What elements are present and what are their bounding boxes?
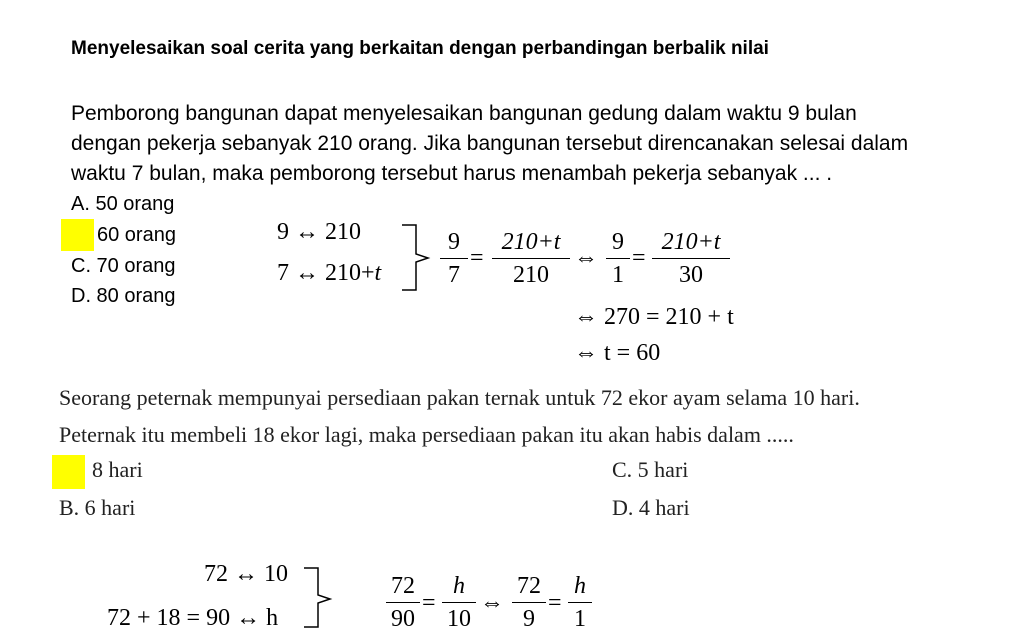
iff-sign: ⇔ xyxy=(480,590,504,616)
question-1-line: waktu 7 bulan, maka pemborong tersebut harus menambah pekerja sebanyak ... . xyxy=(71,162,833,185)
option-b: 60 orang xyxy=(97,224,176,246)
option-a: 8 hari xyxy=(92,457,143,482)
fraction xyxy=(442,572,476,633)
fraction-numerator: 210+t xyxy=(661,229,721,255)
fraction-numerator: 9 xyxy=(448,229,460,255)
option-c: C. 5 hari xyxy=(612,457,689,482)
solution-step-2: ⇔ 270 = 210 + t xyxy=(574,304,734,330)
fraction-numerator: h xyxy=(453,573,465,599)
fraction-denominator: 90 xyxy=(391,606,415,632)
option-d: D. 4 hari xyxy=(612,495,690,520)
fraction xyxy=(440,228,468,289)
fraction-numerator: 72 xyxy=(391,573,415,599)
ratio-pair-2 xyxy=(277,260,381,287)
equals-sign: = xyxy=(632,245,646,271)
fraction xyxy=(652,228,730,289)
highlight-marker xyxy=(52,455,85,489)
curly-brace-icon xyxy=(398,222,438,294)
curly-brace-icon xyxy=(300,565,340,630)
fraction xyxy=(606,228,630,289)
equals-sign: = xyxy=(548,590,562,616)
fraction-numerator: h xyxy=(574,573,586,599)
fraction-numerator: 210+t xyxy=(501,229,561,255)
fraction xyxy=(512,572,546,633)
fraction xyxy=(492,228,570,289)
fraction-denominator: 9 xyxy=(523,606,535,632)
ratio-pair-2-left: 7 ↔ 210+ xyxy=(277,260,375,286)
ratio-pair-1: 72 ↔ 10 xyxy=(204,561,288,587)
question-1-line: Pemborong bangunan dapat menyelesaikan bangunan gedung dalam waktu 9 bulan xyxy=(71,102,857,125)
question-2-line: Peternak itu membeli 18 ekor lagi, maka persediaan pakan itu akan habis dalam ..... xyxy=(59,422,794,447)
option-b: B. 6 hari xyxy=(59,495,136,520)
question-1-line: dengan pekerja sebanyak 210 orang. Jika bangunan tersebut direncanakan selesai dalam xyxy=(71,132,909,155)
option-a: A. 50 orang xyxy=(71,193,175,215)
ratio-pair-2-var: t xyxy=(374,260,382,286)
option-d: D. 80 orang xyxy=(71,285,176,307)
fraction-numerator: 72 xyxy=(517,573,541,599)
fraction xyxy=(386,572,420,633)
ratio-pair-2: 72 + 18 = 90 ↔ h xyxy=(107,605,279,631)
fraction-denominator: 210 xyxy=(513,262,549,288)
equals-sign: = xyxy=(470,245,484,271)
fraction-denominator: 10 xyxy=(447,606,471,632)
fraction-denominator: 30 xyxy=(679,262,703,288)
fraction-denominator: 7 xyxy=(448,262,460,288)
iff-sign: ⇔ xyxy=(574,245,598,271)
fraction-denominator: 1 xyxy=(612,262,624,288)
fraction-denominator: 1 xyxy=(574,606,586,632)
solution-step-3: ⇔ t = 60 xyxy=(574,340,661,366)
page-title: Menyelesaikan soal cerita yang berkaitan dengan perbandingan berbalik nilai xyxy=(71,38,769,59)
question-2-line: Seorang peternak mempunyai persediaan pakan ternak untuk 72 ekor ayam selama 10 hari. xyxy=(59,385,860,410)
ratio-pair-1: 9 ↔ 210 xyxy=(277,219,361,245)
question-1-text xyxy=(71,99,1006,189)
fraction xyxy=(568,572,592,633)
fraction-numerator: 9 xyxy=(612,229,624,255)
equals-sign: = xyxy=(422,590,436,616)
option-c: C. 70 orang xyxy=(71,255,176,277)
highlight-marker xyxy=(61,219,94,251)
